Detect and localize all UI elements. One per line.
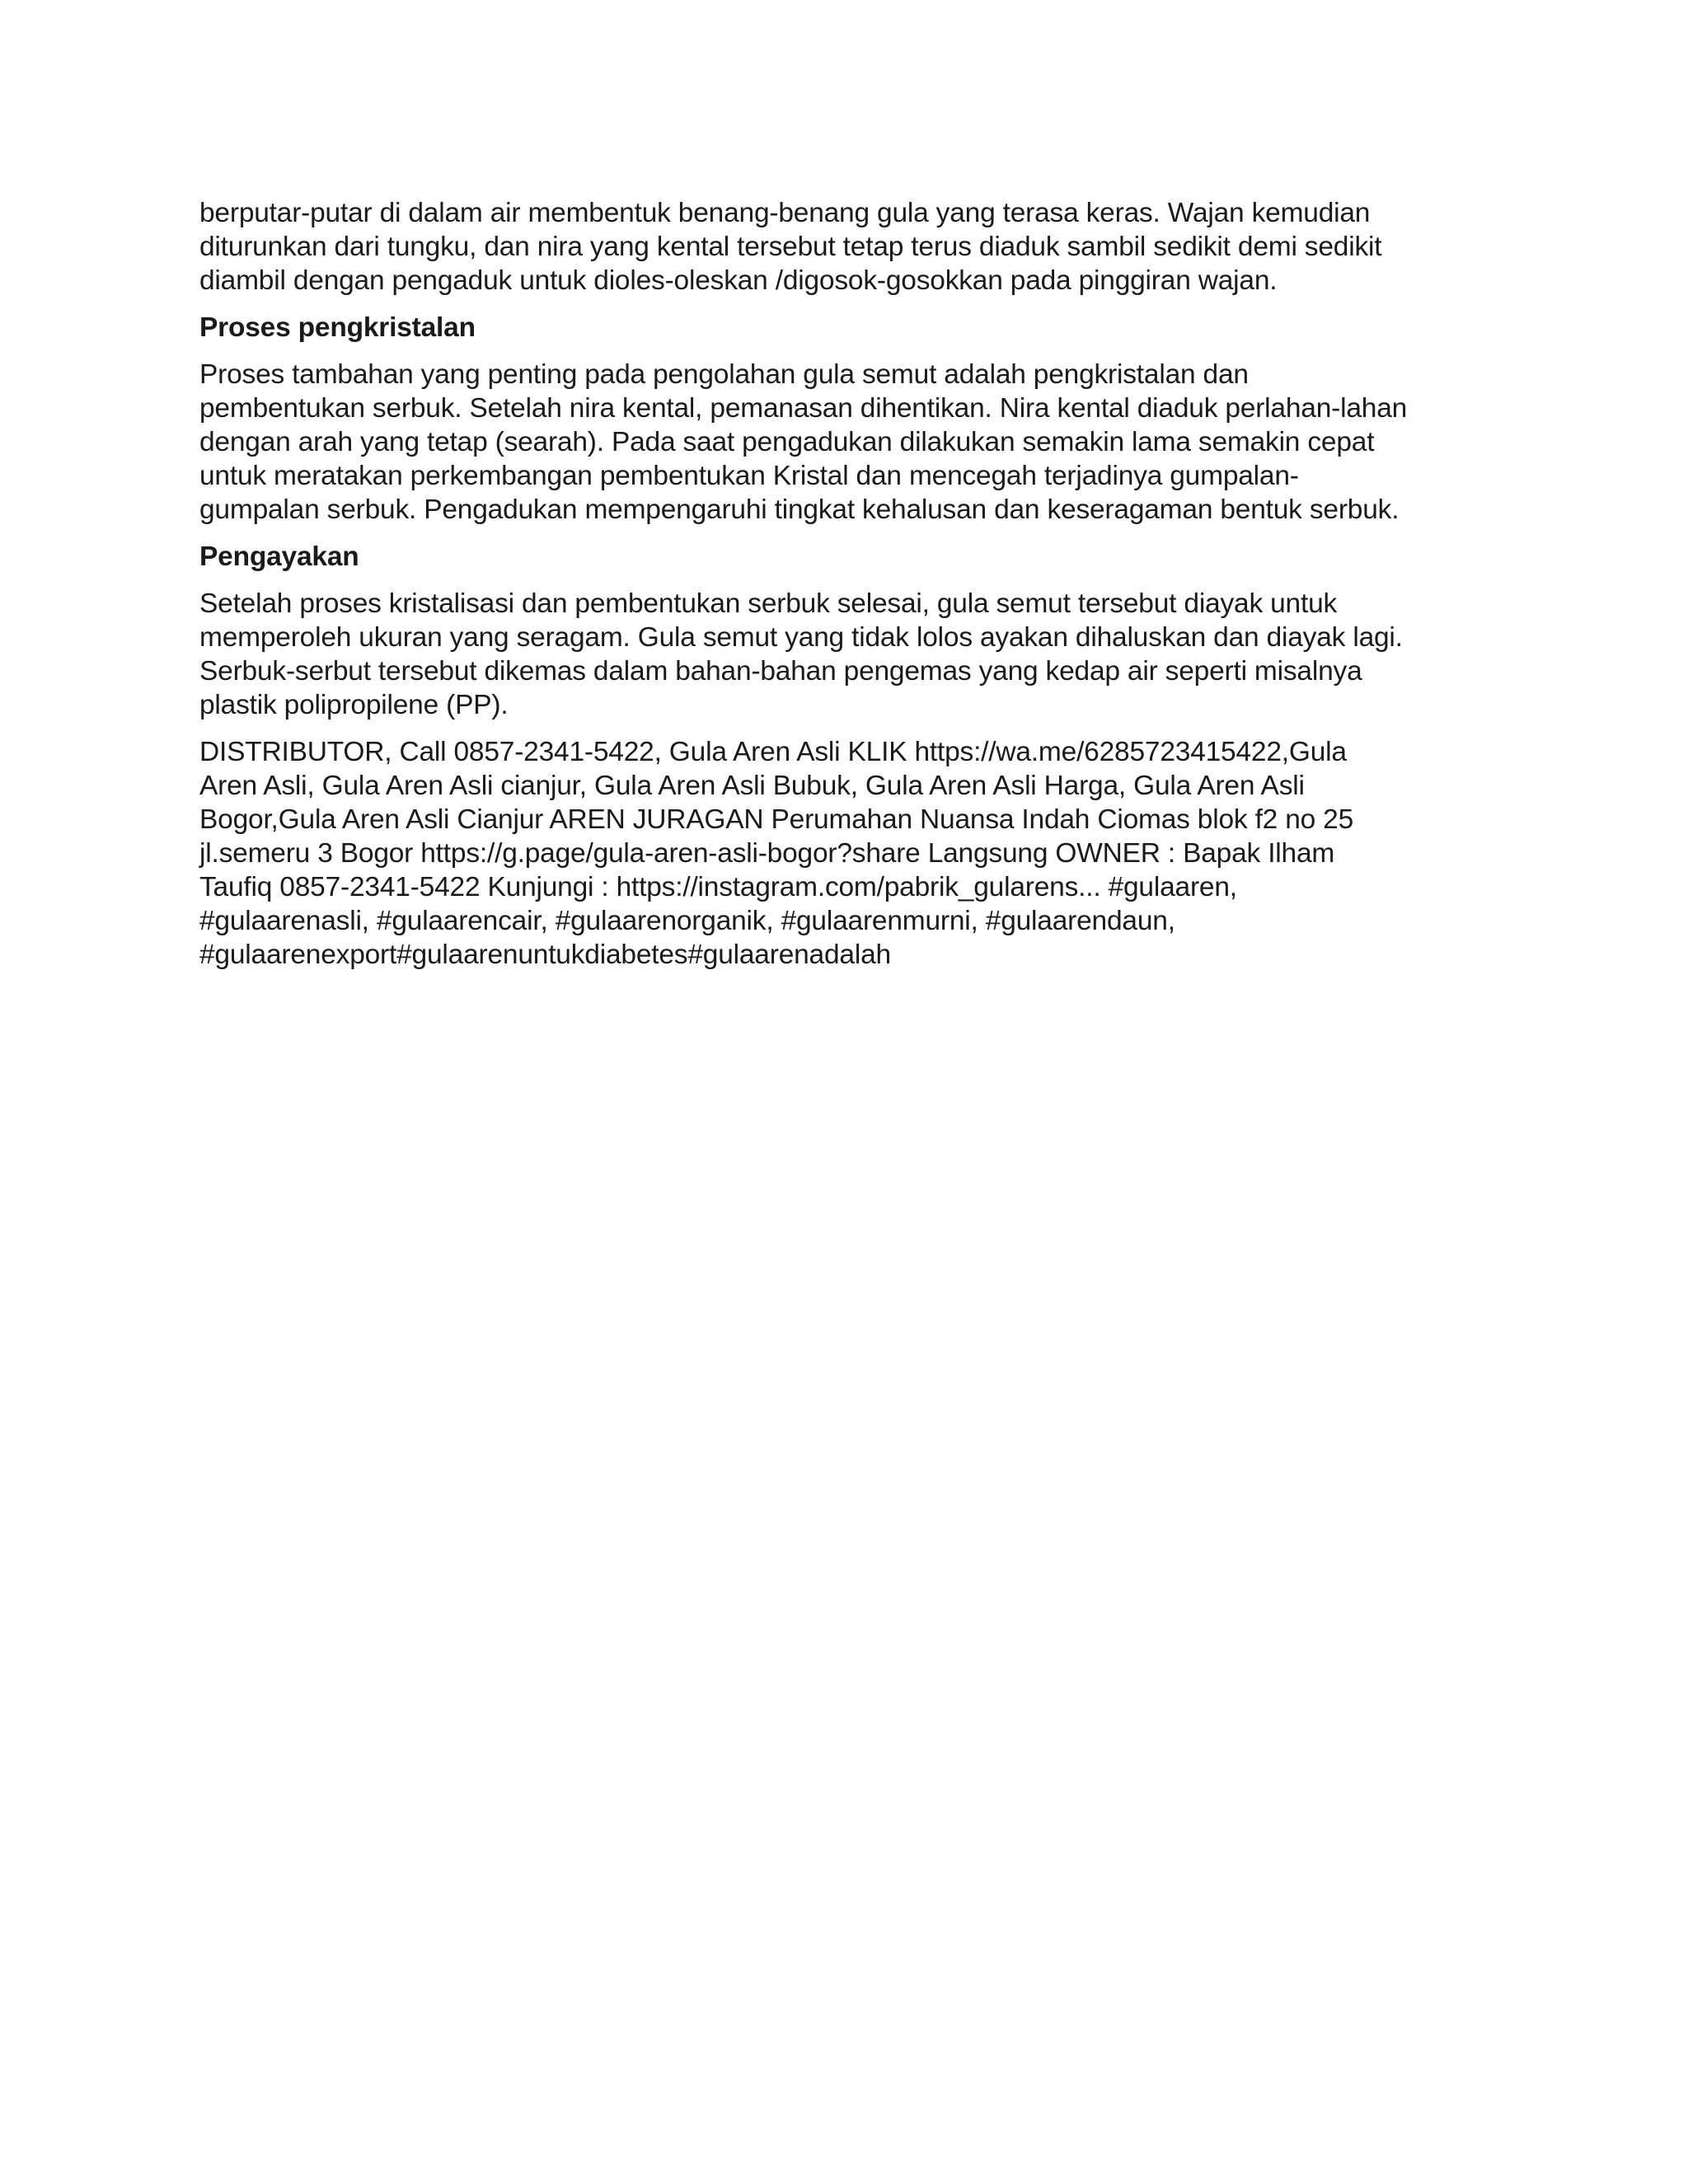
text-line: Bogor,Gula Aren Asli Cianjur AREN JURAGAN Perumahan Nuansa Indah Ciomas blok f2 no 25: [199, 804, 1354, 835]
text-line: pembentukan serbuk. Setelah nira kental, pemanasan dihentikan. Nira kental diaduk perlahan-lahan: [199, 393, 1408, 424]
text-line: #gulaarenasli, #gulaarencair, #gulaarenorganik, #gulaarenmurni, #gulaarendaun,: [199, 906, 1175, 936]
text-line: plastik polipropilene (PP).: [199, 690, 509, 720]
text-line: Taufiq 0857-2341-5422 Kunjungi : https://instagram.com/pabrik_gularens... #gulaaren,: [199, 872, 1237, 902]
text-line: DISTRIBUTOR, Call 0857-2341-5422, Gula Aren Asli KLIK https://wa.me/6285723415422,Gula: [199, 737, 1347, 767]
text-line: Serbuk-serbut tersebut dikemas dalam bahan-bahan pengemas yang kedap air seperti misalnya: [199, 656, 1362, 687]
section-heading-kristal: Proses pengkristalan: [199, 312, 476, 343]
text-line: diturunkan dari tungku, dan nira yang kental tersebut tetap terus diaduk sambil sedikit demi sedikit: [199, 232, 1382, 262]
document-page: [199, 196, 1502, 985]
text-line: gumpalan serbuk. Pengadukan mempengaruhi tingkat kehalusan dan keseragaman bentuk serbuk.: [199, 494, 1400, 525]
text-line: jl.semeru 3 Bogor https://g.page/gula-aren-asli-bogor?share Langsung OWNER : Bapak Ilham: [199, 838, 1335, 869]
text-line: diambil dengan pengaduk untuk dioles-oleskan /digosok-gosokkan pada pinggiran wajan.: [199, 265, 1278, 296]
intro-paragraph: [199, 196, 1502, 298]
text-line: untuk meratakan perkembangan pembentukan Kristal dan mencegah terjadinya gumpalan-: [199, 461, 1299, 491]
ayak-paragraph: [199, 587, 1502, 722]
text-line: #gulaarenexport#gulaarenuntukdiabetes#gulaarenadalah: [199, 940, 891, 970]
section-heading-ayak: Pengayakan: [199, 541, 359, 572]
text-line: Setelah proses kristalisasi dan pembentukan serbuk selesai, gula semut tersebut diayak untuk: [199, 588, 1338, 619]
text-line: berputar-putar di dalam air membentuk benang-benang gula yang terasa keras. Wajan kemudian: [199, 198, 1371, 228]
distributor-paragraph: [199, 735, 1502, 972]
text-line: Proses tambahan yang penting pada pengolahan gula semut adalah pengkristalan dan: [199, 359, 1249, 390]
text-line: Aren Asli, Gula Aren Asli cianjur, Gula Aren Asli Bubuk, Gula Aren Asli Harga, Gula Aren Asli: [199, 771, 1305, 801]
kristal-paragraph: [199, 358, 1502, 527]
text-line: memperoleh ukuran yang seragam. Gula semut yang tidak lolos ayakan dihaluskan dan diayak lagi.: [199, 622, 1403, 653]
text-line: dengan arah yang tetap (searah). Pada saat pengadukan dilakukan semakin lama semakin cepat: [199, 427, 1375, 457]
